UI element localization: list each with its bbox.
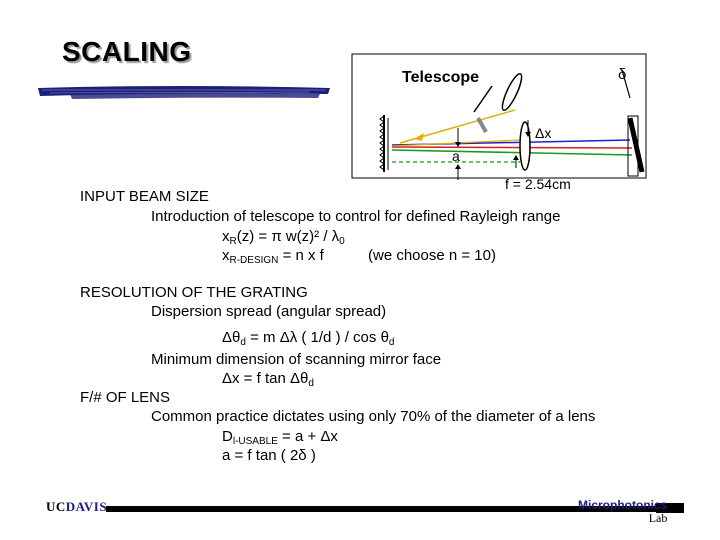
beam-red: [392, 147, 632, 148]
mirror-face-formula: Δx = f $\tan \Delta\theta_d$: [222, 370, 314, 389]
heading-lens: F/# OF LENS: [80, 389, 171, 406]
rayleigh-formula: $x_R(z) = \pi$ $w(z)^2 / \lambda_0$: [222, 228, 345, 247]
rayleigh-design-formula: $x_{R-DESIGN} = n$ x f: [222, 247, 324, 266]
slide-title: SCALING: [62, 36, 192, 67]
microphotonics-logo: Microphotonics Lab: [578, 498, 668, 525]
telescope-frame: [352, 54, 646, 178]
grating-line3: Minimum dimension of scanning mirror face: [151, 351, 442, 368]
a-label: a: [452, 148, 460, 164]
design-note: (we choose n = 10): [368, 247, 496, 264]
delta-x-label: Δx: [535, 125, 552, 141]
focal-length-label: f = 2.54cm: [505, 176, 571, 192]
a-formula: a = f tan ( 2δ ): [222, 447, 316, 464]
beam-green: [392, 150, 632, 155]
ucdavis-logo: UCDAVIS: [46, 499, 108, 514]
footer-bar: [106, 506, 658, 512]
grating-line1: Dispersion spread (angular spread): [151, 303, 387, 320]
grating-icon: [380, 115, 388, 172]
heading-input-beam: INPUT BEAM SIZE: [80, 188, 209, 205]
lens-top: [499, 72, 525, 112]
telescope-label: Telescope: [402, 69, 480, 86]
heading-grating: RESOLUTION OF THE GRATING: [80, 284, 308, 301]
input-beam-line1: Introduction of telescope to control for defined Rayleigh range: [151, 208, 561, 225]
dispersion-formula: $\Delta\theta_d = m$ Δλ ( 1/d ) / $\cos \theta_d$: [222, 329, 395, 348]
scanning-mirror: [630, 118, 642, 172]
usable-diameter-formula: $D_{l-USABLE} = a + \Delta x$: [222, 428, 338, 447]
delta-label: δ: [618, 66, 627, 83]
lens-line1: Common practice dictates using only 70% of the diameter of a lens: [151, 408, 596, 425]
